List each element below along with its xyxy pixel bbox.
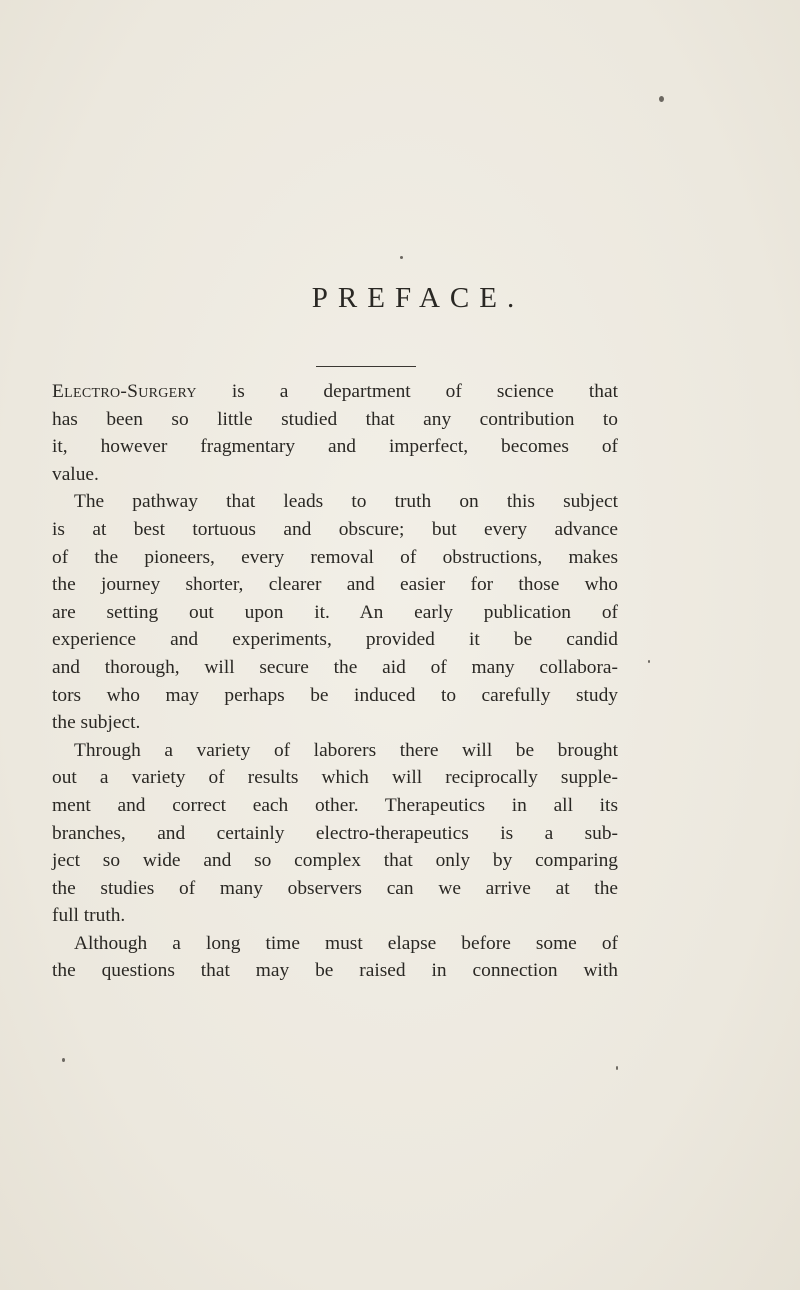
page-speck xyxy=(62,1058,65,1062)
text-line: full truth. xyxy=(52,905,126,927)
page-speck xyxy=(648,660,650,663)
page-speck xyxy=(400,256,403,259)
page-speck xyxy=(616,1066,618,1070)
paragraph-1 xyxy=(52,378,618,488)
text-line: experience and experiments, provided it be candid xyxy=(52,629,618,651)
text-line: the questions that may be raised in connection with xyxy=(52,960,618,982)
text-line: and thorough, will secure the aid of many collabora- xyxy=(52,656,618,678)
text-line: value. xyxy=(52,463,99,485)
text-line: ment and correct each other. Therapeutics in all its xyxy=(52,794,618,816)
text-line: Through a variety of laborers there will be brought xyxy=(74,739,618,761)
text-line: it, however fragmentary and imperfect, becomes of xyxy=(52,436,618,458)
text-line: The pathway that leads to truth on this subject xyxy=(74,491,618,513)
preface-body xyxy=(52,378,618,985)
text-line: the studies of many observers can we arrive at the xyxy=(52,877,618,899)
text-line: of the pioneers, every removal of obstructions, makes xyxy=(52,546,618,568)
page-title: PREFACE. xyxy=(311,282,525,314)
text-line: the subject. xyxy=(52,712,141,734)
paragraph-3 xyxy=(52,737,618,930)
text-line: tors who may perhaps be induced to carefully study xyxy=(52,684,618,706)
paragraph-2 xyxy=(52,488,618,736)
text-line: Electro-Surgery is a department of science that xyxy=(52,381,618,402)
page-speck xyxy=(659,96,664,102)
lead-smallcaps: Electro-Surgery xyxy=(52,381,197,402)
text-line: has been so little studied that any contribution to xyxy=(52,408,618,430)
text-line: the journey shorter, clearer and easier for those who xyxy=(52,574,618,596)
text-line: ject so wide and so complex that only by comparing xyxy=(52,850,618,872)
paragraph-4 xyxy=(52,930,618,985)
text-line: Although a long time must elapse before some of xyxy=(74,932,618,954)
text-line: are setting out upon it. An early publication of xyxy=(52,601,618,623)
title-rule xyxy=(316,366,416,367)
text-line: is at best tortuous and obscure; but every advance xyxy=(52,518,618,540)
text-line: branches, and certainly electro-therapeutics is a sub- xyxy=(52,822,618,844)
text-line: out a variety of results which will reciprocally supple- xyxy=(52,767,618,789)
